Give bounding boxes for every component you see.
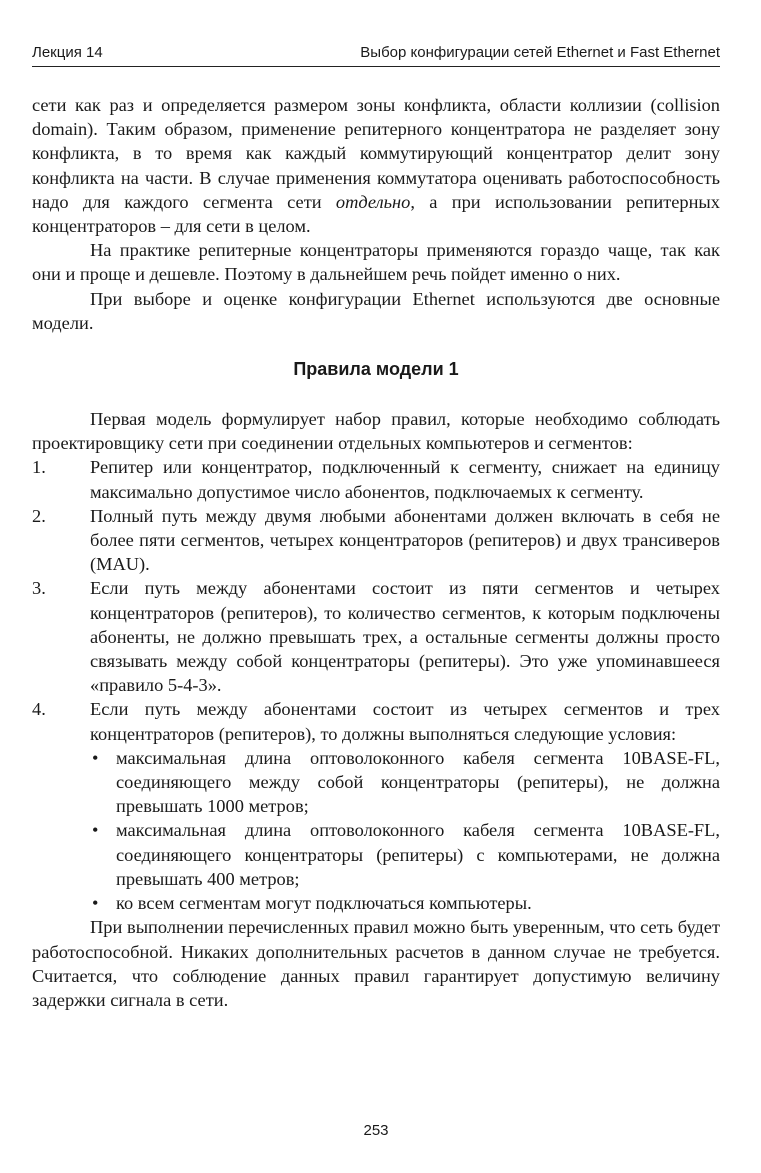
rule-number: 1. <box>32 457 46 478</box>
condition-item <box>90 746 720 819</box>
paragraph-conclusion: При выполнении перечисленных правил можно быть уверенным, что сеть будет работоспособной. Никаких дополнительных расчетов в данном случае не требуется. Считается, что соблюдение данных правил гарантирует допустимую величину задержки сигнала в сети. <box>32 917 720 1010</box>
condition-item <box>90 891 720 915</box>
rule-item-4 <box>32 697 720 915</box>
rule-number: 3. <box>32 578 46 599</box>
paragraph-repeater-hubs: На практике репитерные концентраторы применяются гораздо чаще, так как они и проще и дешевле. Поэтому в дальнейшем речь пойдет именно о них. <box>32 240 720 285</box>
rules-list <box>32 455 720 915</box>
page-number: 253 <box>363 1122 389 1139</box>
paragraph-collision-domain: сети как раз и определяется размером зоны конфликта, области коллизии (collision domain). Таким образом, применение репитерного концентратора не разделяет зону конфликта, в то время как каждый коммутирующий концентратор делит зону конфликта на части. В случае применения коммутатора оценивать работоспособность надо для каждого сегмента сети отдельно, а при использовании репитерных концентраторов – для сети в целом. <box>32 95 720 237</box>
rule-item-2 <box>32 504 720 577</box>
rule-number: 2. <box>32 505 46 526</box>
bullet-icon: • <box>92 893 99 914</box>
section-heading: Правила модели 1 <box>293 359 459 380</box>
header-chapter-title: Выбор конфигурации сетей Ethernet и Fast Ethernet <box>360 44 720 61</box>
book-page <box>32 0 720 1173</box>
rule-text: Если путь между абонентами состоит из пяти сегментов и четырех концентраторов (репитеров), то количество сегментов, к которым подключены абоненты, не должно превышать трех, а остальные сегменты должны просто связывать между собой концентраторы (репитеры). Это уже упоминавшееся «правило 5-4-3». <box>90 578 720 696</box>
body-text <box>32 93 720 1012</box>
bullet-icon: • <box>92 820 99 841</box>
header-rule <box>32 66 720 67</box>
condition-item <box>90 818 720 891</box>
conditions-list <box>90 746 720 915</box>
condition-text: максимальная длина оптоволоконного кабеля сегмента 10BASE-FL, соединяющего между собой концентраторы (репитеры), не должна превышать 1000 метров; <box>116 747 720 817</box>
rule-number: 4. <box>32 699 46 720</box>
running-header <box>32 44 720 62</box>
rule-text: Полный путь между двумя любыми абонентами должен включать в себя не более пяти сегментов, четырех концентраторов (репитеров) и двух трансиверов (MAU). <box>90 505 720 575</box>
rule-item-1 <box>32 455 720 503</box>
section-intro: Первая модель формулирует набор правил, которые необходимо соблюдать проектировщику сети при соединении отдельных компьютеров и сегментов: <box>32 409 720 454</box>
rule-text: Репитер или концентратор, подключенный к сегменту, снижает на единицу максимально допустимое число абонентов, подключаемых к сегменту. <box>90 457 720 502</box>
paragraph-two-models: При выборе и оценке конфигурации Ethernet используются две основные модели. <box>32 288 720 333</box>
rule-text: Если путь между абонентами состоит из четырех сегментов и трех концентраторов (репитеров), то должны выполняться следующие условия: <box>90 699 720 744</box>
bullet-icon: • <box>92 747 99 768</box>
condition-text: максимальная длина оптоволоконного кабеля сегмента 10BASE-FL, соединяющего концентраторы (репитеры) с компьютерами, не должна превышать 400 метров; <box>116 820 720 889</box>
condition-text: ко всем сегментам могут подключаться компьютеры. <box>116 893 532 914</box>
rule-item-3 <box>32 576 720 697</box>
emphasis-separately: отдельно <box>335 191 411 212</box>
header-lecture-label: Лекция 14 <box>32 44 103 61</box>
